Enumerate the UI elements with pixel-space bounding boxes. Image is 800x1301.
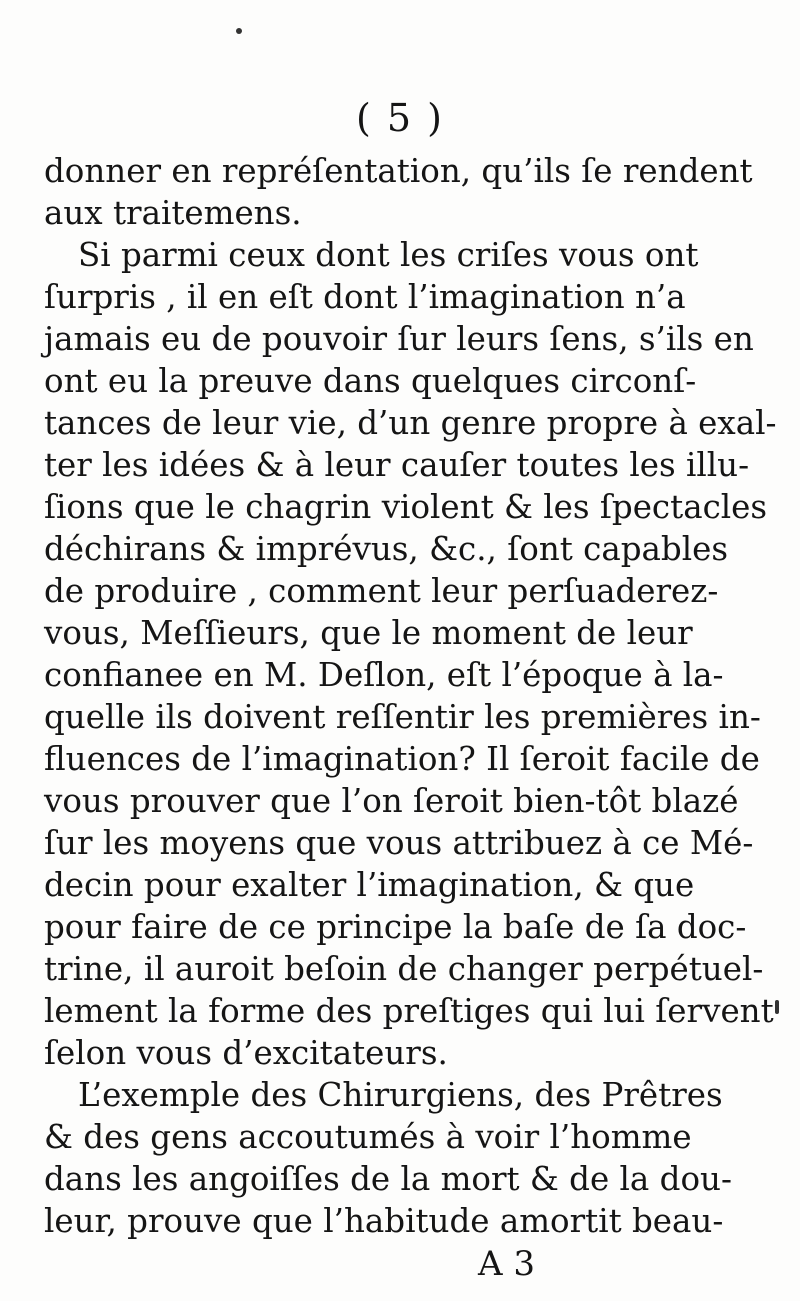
text-line: donner en repréſentation, qu’ils ſe rendent — [44, 152, 753, 190]
text-line: ter les idées & à leur cauſer toutes les illu- — [44, 446, 750, 484]
signature-mark: A 3 — [478, 1244, 535, 1284]
text-line: de produire , comment leur perſuaderez- — [44, 572, 719, 610]
text-line: & des gens accoutumés à voir l’homme — [44, 1118, 692, 1156]
text-line: fluences de l’imagination? Il ſeroit facile de — [44, 740, 760, 778]
text-line: confianee en M. Deſlon, eſt l’époque à la- — [44, 656, 724, 694]
text-line: Si parmi ceux dont les criſes vous ont — [78, 236, 699, 274]
text-line: decin pour exalter l’imagination, & que — [44, 866, 695, 904]
text-line: dans les angoiſſes de la mort & de la dou- — [44, 1160, 732, 1198]
ink-speck — [775, 1000, 779, 1014]
text-line: ſurpris , il en eſt dont l’imagination n’a — [44, 278, 686, 316]
ink-speck — [236, 28, 242, 34]
text-line: déchirans & imprévus, &c., ſont capables — [44, 530, 729, 568]
text-line: jamais eu de pouvoir ſur leurs ſens, s’ils en — [44, 320, 754, 358]
text-line: vous, Meſſieurs, que le moment de leur — [44, 614, 693, 652]
text-line: aux traitemens. — [44, 194, 302, 232]
text-line: ſur les moyens que vous attribuez à ce Mé- — [44, 824, 754, 862]
text-line: ont eu la preuve dans quelques circonſ- — [44, 362, 697, 400]
text-line: leur, prouve que l’habitude amortit beau- — [44, 1202, 724, 1240]
text-line: L’exemple des Chirurgiens, des Prêtres — [78, 1076, 723, 1114]
page-number: ( 5 ) — [356, 96, 444, 140]
text-line: trine, il auroit beſoin de changer perpétuel- — [44, 950, 764, 988]
text-line: lement la forme des preſtiges qui lui ſervent — [44, 992, 774, 1030]
text-line: quelle ils doivent reſſentir les premières in- — [44, 698, 761, 736]
text-line: vous prouver que l’on ſeroit bien-tôt blazé — [44, 782, 739, 820]
text-line: pour faire de ce principe la baſe de ſa doc- — [44, 908, 747, 946]
text-line: ſelon vous d’excitateurs. — [44, 1034, 448, 1072]
text-line: tances de leur vie, d’un genre propre à exal- — [44, 404, 777, 442]
text-line: ſions que le chagrin violent & les ſpectacles — [44, 488, 768, 526]
